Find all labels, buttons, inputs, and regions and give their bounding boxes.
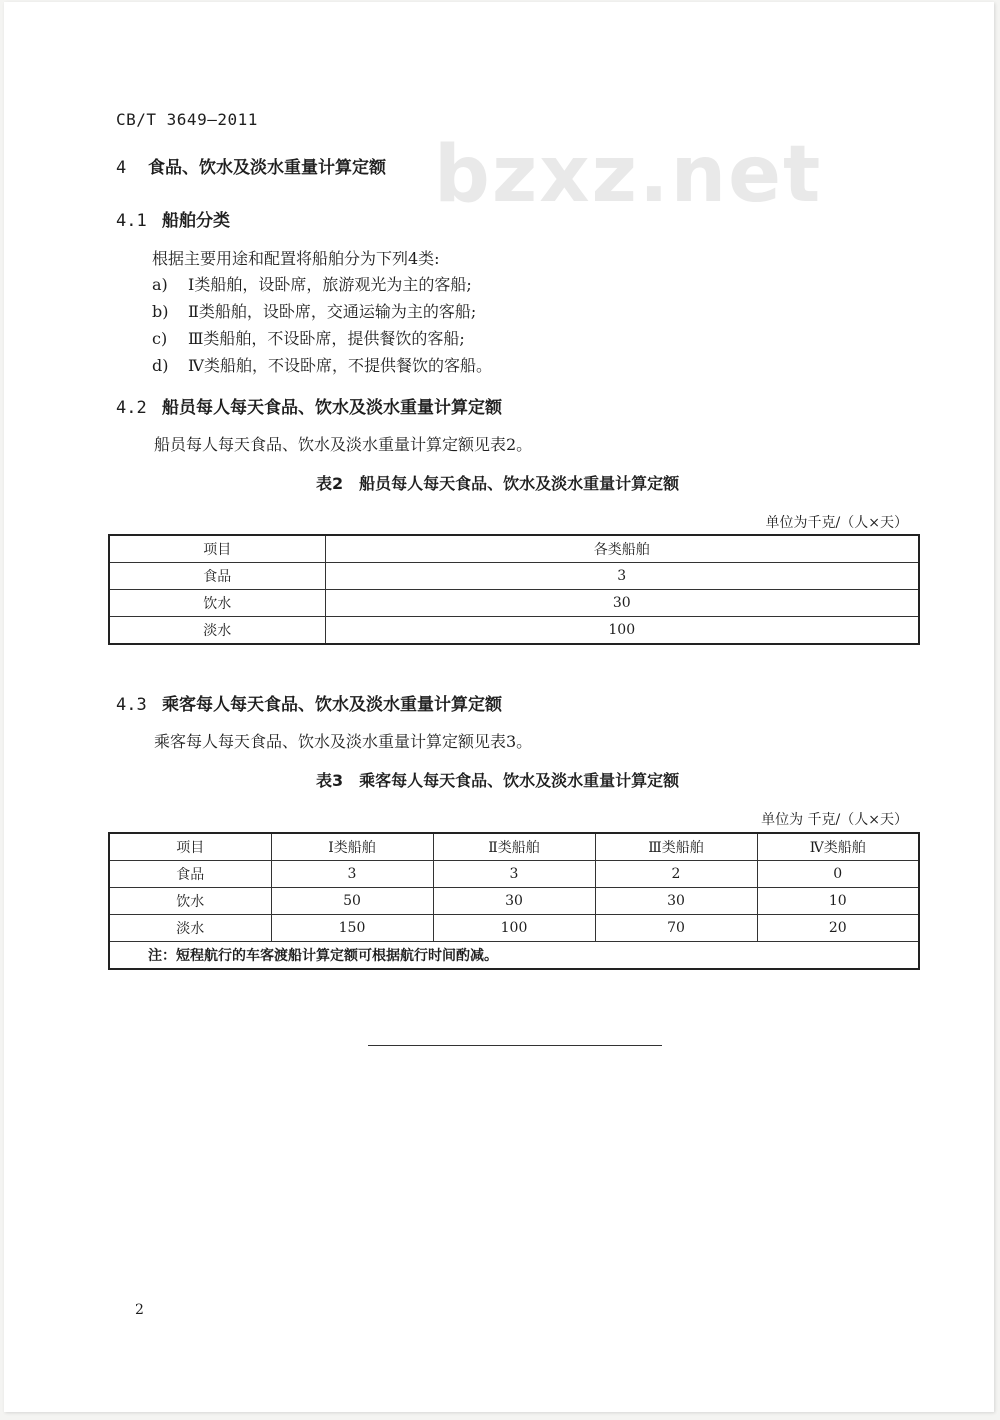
list-marker: c) <box>152 329 168 348</box>
section-title: 乘客每人每天食品、饮水及淡水重量计算定额 <box>162 695 502 715</box>
table-cell: 70 <box>595 915 757 942</box>
section-4-3-paragraph: 乘客每人每天食品、饮水及淡水重量计算定额见表3。 <box>154 732 533 751</box>
table-cell: 淡水 <box>109 617 325 645</box>
section-number: 4.1 <box>116 211 147 231</box>
list-marker: a) <box>152 275 168 294</box>
table-2 <box>108 534 920 645</box>
table-cell: 100 <box>325 617 919 645</box>
table-cell: 食品 <box>109 563 325 590</box>
list-item <box>152 299 476 322</box>
table-note: 注：短程航行的车客渡船计算定额可根据航行时间酌减。 <box>109 942 919 970</box>
section-title: 食品、饮水及淡水重量计算定额 <box>148 158 386 178</box>
list-text: Ⅱ类船舶，设卧席，交通运输为主的客船; <box>188 302 477 321</box>
table-2-caption: 表2 船员每人每天食品、饮水及淡水重量计算定额 <box>316 474 680 493</box>
list-text: Ⅲ类船舶，不设卧席，提供餐饮的客船; <box>188 329 465 348</box>
section-number: 4.2 <box>116 398 147 418</box>
list-marker: b) <box>152 302 169 321</box>
section-4-heading <box>116 153 386 178</box>
document-page <box>4 2 994 1412</box>
table-cell: 3 <box>325 563 919 590</box>
table-note-row <box>109 942 919 970</box>
table-cell: 50 <box>271 888 433 915</box>
table-cell: 100 <box>433 915 595 942</box>
standard-number: CB/T 3649—2011 <box>116 110 258 129</box>
table-row <box>109 590 919 617</box>
table-3 <box>108 832 920 970</box>
list-item <box>152 353 492 376</box>
list-item <box>152 272 472 295</box>
table-header-cell: 项目 <box>109 833 271 861</box>
table-header-cell: 项目 <box>109 535 325 563</box>
table-header-cell: 各类船舶 <box>325 535 919 563</box>
table-header-cell: Ⅰ类船舶 <box>271 833 433 861</box>
table-cell: 30 <box>433 888 595 915</box>
list-marker: d) <box>152 356 169 375</box>
table-cell: 饮水 <box>109 888 271 915</box>
watermark: bzxz.net <box>434 130 823 220</box>
table-cell: 食品 <box>109 861 271 888</box>
table-header-row <box>109 535 919 563</box>
section-title: 船员每人每天食品、饮水及淡水重量计算定额 <box>162 398 502 418</box>
section-title: 船舶分类 <box>162 211 230 231</box>
section-4-3-heading <box>116 690 502 715</box>
table-row <box>109 617 919 645</box>
section-4-1-intro: 根据主要用途和配置将船舶分为下列4类: <box>152 249 440 268</box>
section-4-2-heading <box>116 393 502 418</box>
page-number: 2 <box>135 1302 144 1318</box>
table-header-row <box>109 833 919 861</box>
table-cell: 30 <box>325 590 919 617</box>
table-row <box>109 563 919 590</box>
table-cell: 饮水 <box>109 590 325 617</box>
table-cell: 淡水 <box>109 915 271 942</box>
table-cell: 0 <box>757 861 919 888</box>
table-row <box>109 888 919 915</box>
table-cell: 3 <box>433 861 595 888</box>
table-row <box>109 915 919 942</box>
list-text: Ⅰ类船舶，设卧席，旅游观光为主的客船; <box>188 275 472 294</box>
table-cell: 20 <box>757 915 919 942</box>
table-header-cell: Ⅳ类船舶 <box>757 833 919 861</box>
table-row <box>109 861 919 888</box>
table-3-caption: 表3 乘客每人每天食品、饮水及淡水重量计算定额 <box>316 771 680 790</box>
table-header-cell: Ⅱ类船舶 <box>433 833 595 861</box>
table-header-cell: Ⅲ类船舶 <box>595 833 757 861</box>
list-text: Ⅳ类船舶，不设卧席，不提供餐饮的客船。 <box>188 356 492 375</box>
table-3-unit: 单位为 千克/（人×天） <box>761 812 908 828</box>
table-cell: 10 <box>757 888 919 915</box>
table-cell: 30 <box>595 888 757 915</box>
end-rule <box>368 1045 662 1046</box>
section-4-1-heading <box>116 206 230 231</box>
table-2-unit: 单位为千克/（人×天） <box>765 515 908 531</box>
list-item <box>152 326 465 349</box>
table-cell: 2 <box>595 861 757 888</box>
table-cell: 150 <box>271 915 433 942</box>
section-4-2-paragraph: 船员每人每天食品、饮水及淡水重量计算定额见表2。 <box>154 435 533 454</box>
section-number: 4.3 <box>116 695 147 715</box>
table-cell: 3 <box>271 861 433 888</box>
section-number: 4 <box>116 158 127 178</box>
